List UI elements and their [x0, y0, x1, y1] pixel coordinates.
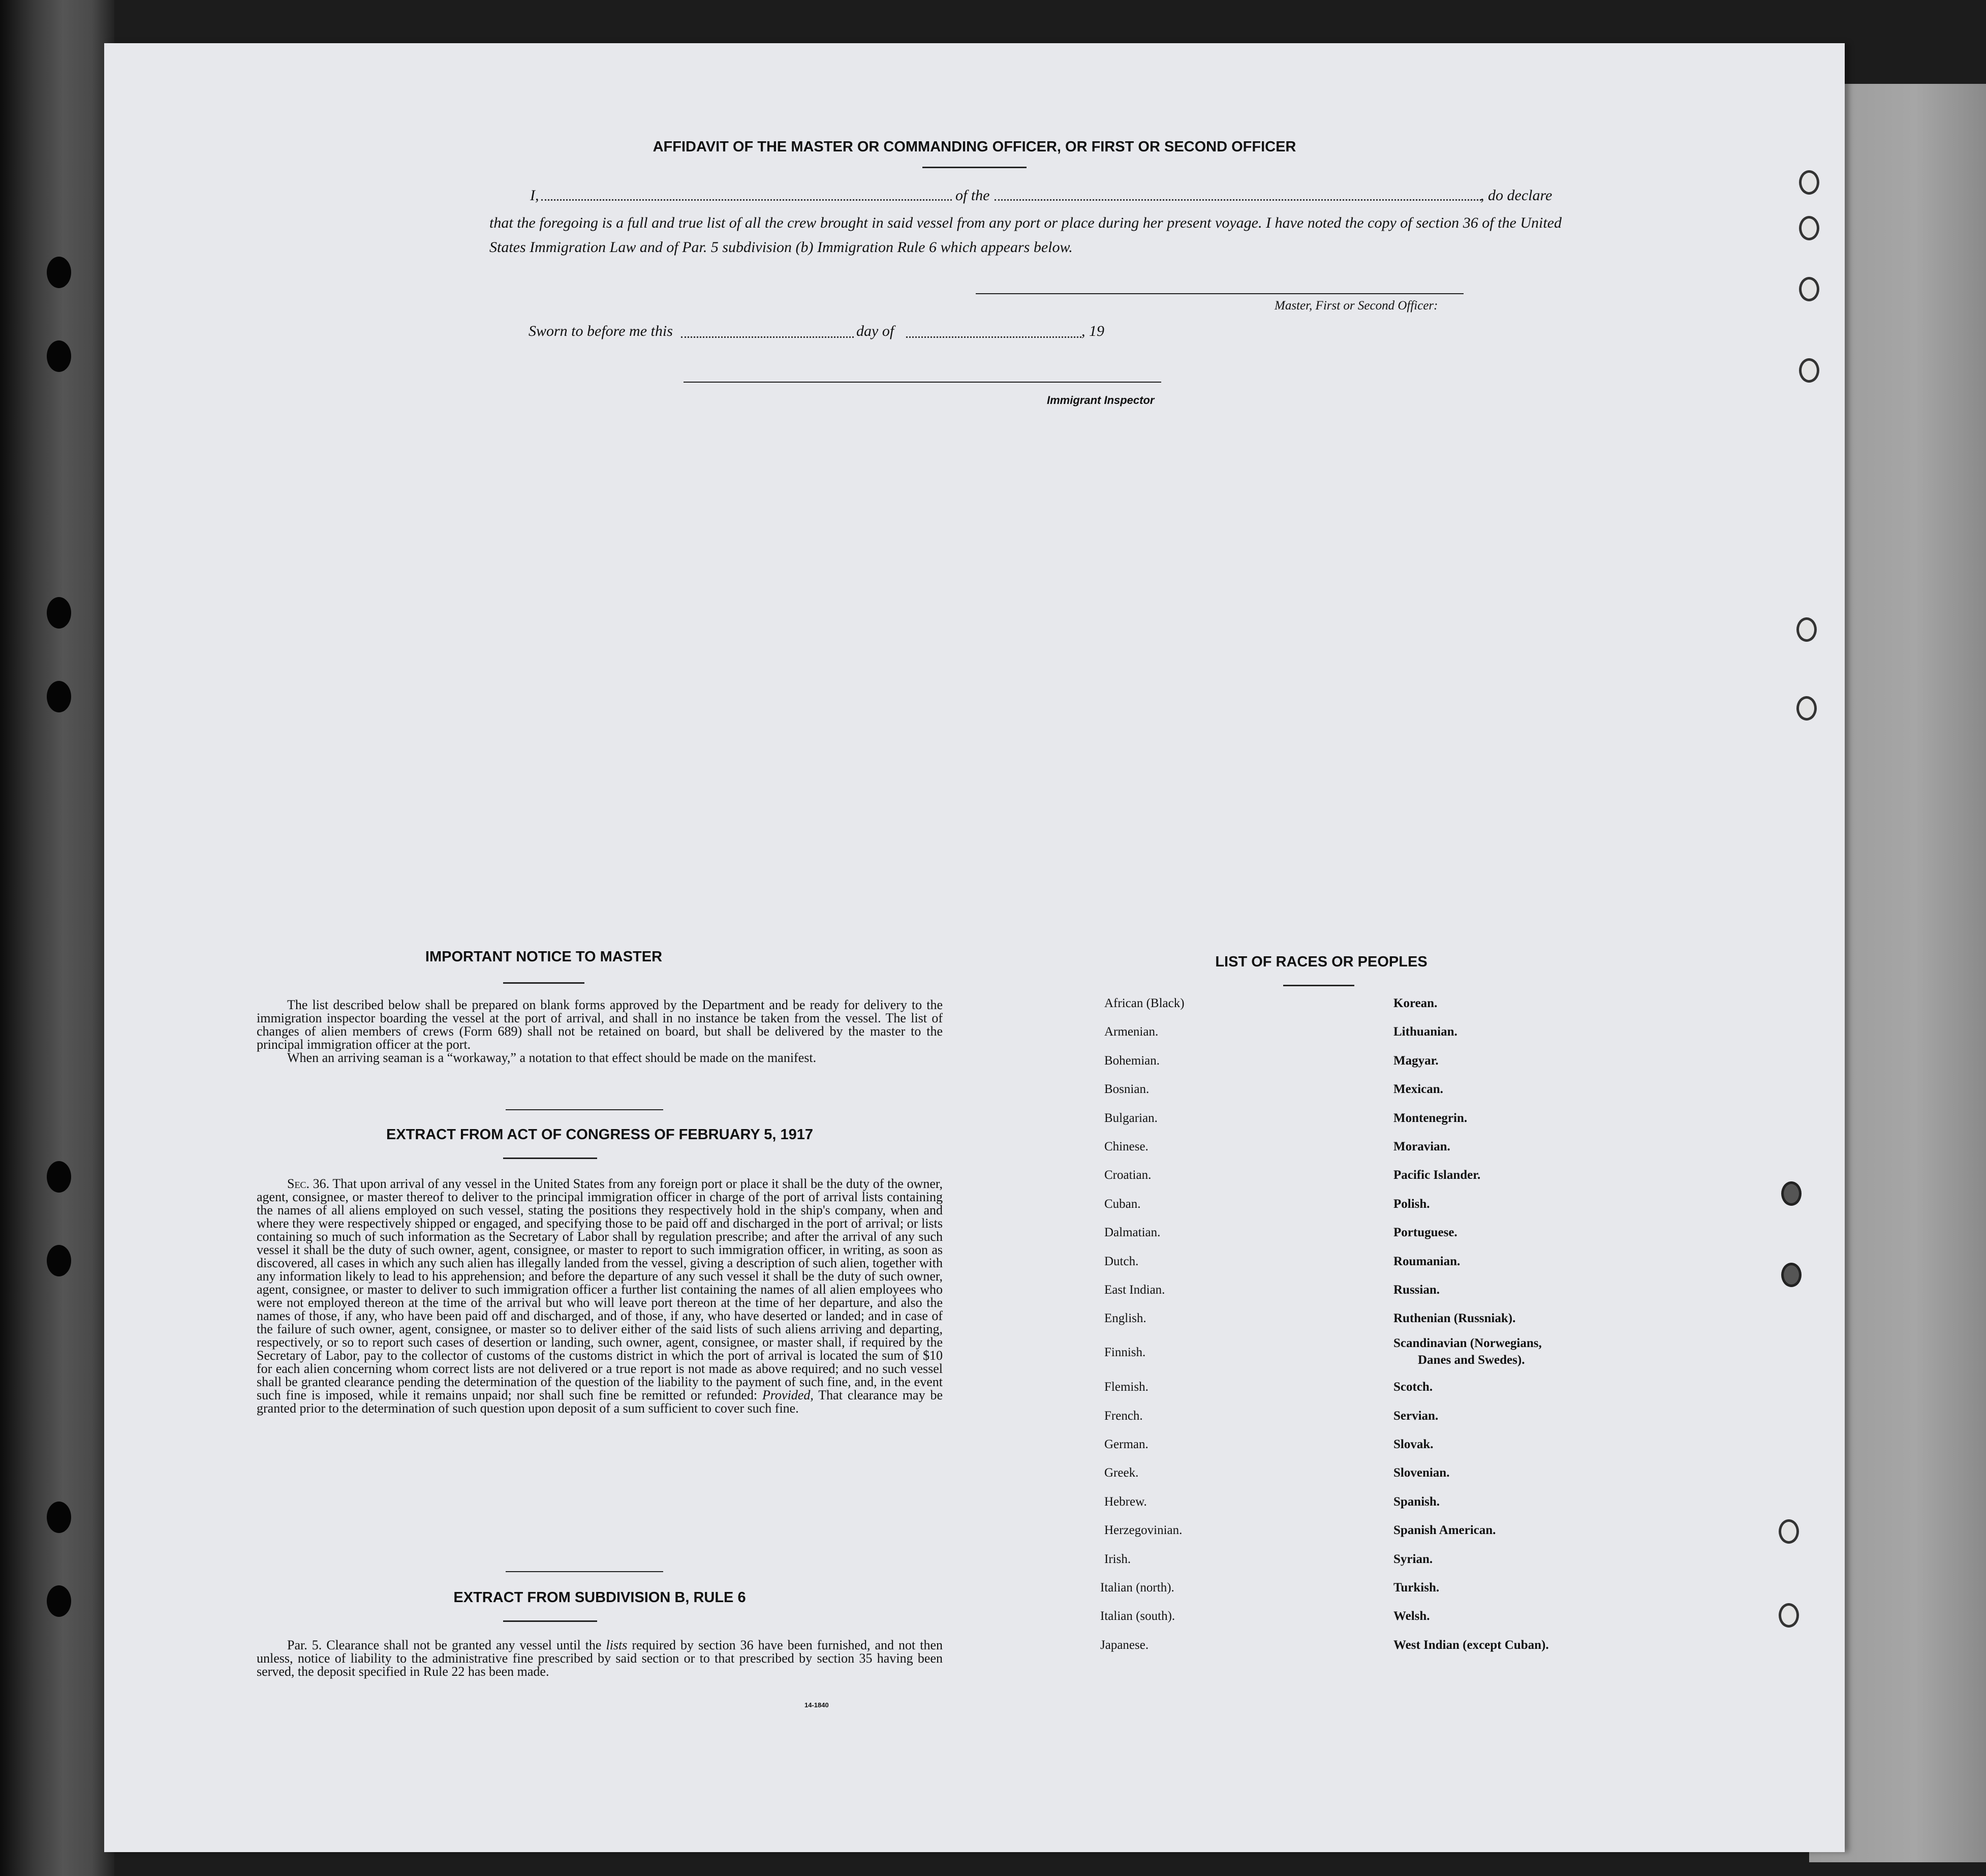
race-item: Lithuanian. [1393, 1025, 1457, 1039]
race-item: French. [1104, 1409, 1143, 1423]
sworn-day-field[interactable] [681, 336, 854, 338]
race-item: Italian (south). [1100, 1609, 1175, 1623]
race-item: Flemish. [1104, 1380, 1149, 1394]
divider [1283, 985, 1354, 986]
rule-text-after: required by section 36 have been furnished, and not then unless, notice of liability to the administrative fine prescribed by said section or to that prescribed by section 35 having been served, the deposit specified in Rule 22 has been made. [257, 1638, 943, 1679]
binder-ring [1781, 1263, 1802, 1287]
race-item: Bulgarian. [1104, 1111, 1158, 1125]
divider [922, 167, 1027, 168]
declarant-name-field[interactable] [541, 199, 952, 201]
binder-ring [1796, 696, 1817, 721]
race-item: Greek. [1104, 1466, 1139, 1480]
race-item-continuation: Danes and Swedes). [1418, 1353, 1525, 1367]
race-item: Spanish. [1393, 1495, 1440, 1509]
binder-hole [47, 1161, 71, 1193]
rule-italic-word: lists [606, 1638, 628, 1652]
rule-extract-body [257, 1639, 943, 1678]
race-item: Irish. [1104, 1552, 1131, 1566]
of-the-label: of the [955, 187, 990, 204]
race-item: Italian (north). [1100, 1581, 1174, 1594]
race-item: Polish. [1393, 1197, 1430, 1211]
race-item: Spanish American. [1393, 1523, 1496, 1537]
race-item: Magyar. [1393, 1054, 1439, 1068]
divider [506, 1571, 663, 1572]
proviso-word: Provided, [762, 1388, 814, 1402]
race-item: East Indian. [1104, 1283, 1165, 1297]
race-item: Bohemian. [1104, 1054, 1160, 1068]
divider [503, 982, 584, 984]
binder-ring [1799, 216, 1819, 240]
binder-hole [47, 597, 71, 629]
divider [506, 1109, 663, 1110]
divider [503, 1158, 597, 1159]
binder-ring [1799, 358, 1819, 383]
proviso-text: That clearance may be granted prior to the determination of such question upon deposit of a sum sufficient to cover such fine. [257, 1388, 943, 1416]
binder-ring [1779, 1519, 1799, 1544]
race-item: Dutch. [1104, 1255, 1139, 1268]
affidavit-statement: that the foregoing is a full and true list of all the crew brought in said vessel from any port or place during her present voyage. I have noted the copy of section 36 of the United States Immigration Law and of Par. 5 subdivision (b) Immigration Rule 6 which appears below. [489, 214, 1562, 256]
binder-hole [47, 257, 71, 288]
binder-hole [47, 681, 71, 712]
binder-ring [1779, 1603, 1799, 1628]
races-title: LIST OF RACES OR PEOPLES [1215, 954, 1428, 970]
race-item: Dalmatian. [1104, 1226, 1161, 1239]
race-item: African (Black) [1104, 996, 1185, 1010]
inspector-signature-line[interactable] [684, 382, 1161, 383]
race-item: Armenian. [1104, 1025, 1159, 1039]
binder-hole [47, 1502, 71, 1533]
binder-ring [1799, 170, 1819, 195]
divider [503, 1620, 597, 1622]
race-item: Ruthenian (Russniak). [1393, 1311, 1516, 1325]
race-item: English. [1104, 1311, 1146, 1325]
binder-hole [47, 340, 71, 372]
race-item: Hebrew. [1104, 1495, 1147, 1509]
race-item: Bosnian. [1104, 1082, 1150, 1096]
race-item: Scandinavian (Norwegians, [1393, 1336, 1542, 1350]
race-item: Slovenian. [1393, 1466, 1450, 1480]
race-item: Roumanian. [1393, 1255, 1461, 1268]
day-of-label: day of [856, 323, 894, 339]
race-item: Turkish. [1393, 1581, 1440, 1594]
rule-text-before: Par. 5. Clearance shall not be granted any vessel until the [287, 1638, 602, 1652]
notice-paragraph: When an arriving seaman is a “workaway,” a notation to that effect should be made on the manifest. [287, 1050, 817, 1065]
race-item: Servian. [1393, 1409, 1439, 1423]
binder-ring [1799, 277, 1819, 301]
inspector-label: Immigrant Inspector [1047, 394, 1155, 407]
race-item: Portuguese. [1393, 1226, 1457, 1239]
do-declare-label: , do declare [1480, 187, 1553, 204]
race-item: Cuban. [1104, 1197, 1141, 1211]
notice-body [257, 998, 943, 1065]
race-item: Russian. [1393, 1283, 1440, 1297]
race-item: Scotch. [1393, 1380, 1433, 1394]
binder-hole [47, 1585, 71, 1617]
affidavit-title: AFFIDAVIT OF THE MASTER OR COMMANDING OFFICER, OR FIRST OR SECOND OFFICER [653, 139, 1296, 155]
form-number: 14-1840 [804, 1701, 829, 1709]
binder-hole [47, 1245, 71, 1276]
race-item: German. [1104, 1437, 1149, 1451]
section-label: Sec. 36. [287, 1176, 330, 1191]
race-item: Mexican. [1393, 1082, 1443, 1096]
section-text: That upon arrival of any vessel in the United States from any foreign port or place it shall be the duty of the owner, agent, consignee, or master thereof to deliver to the principal immigration officer in charge of the port of arrival lists containing the names of all aliens employed on such vessel, stating the positions they respectively hold in the ship's company, when and where they were respectively shipped or engaged, and specifying those to be paid off and discharged in the port of arrival; or lists containing so much of such information as the Secretary of Labor shall by regulation prescribe; and after the arrival of any such vessel it shall be the duty of such owner, agent, consignee, or master to report to such immigration officer, in writing, as soon as discovered, all cases in which any such alien has illegally landed from the vessel, giving a description of such alien, together with any information likely to lead to his apprehension; and before the departure of any such vessel it shall be the duty of such owner, agent, consignee, or master to deliver to such immigration officer a further list containing the names of all alien employees who were not employed thereon at the time of the arrival but who will leave port thereon at the time of her departure, and also the names of those, if any, who have been paid off and discharged, and of those, if any, who have deserted or landed; and in case of the failure of such owner, agent, consignee, or master so to deliver either of the said lists of such aliens arriving and departing, respectively, or so to report such cases of desertion or landing, such owner, agent, consignee, or master shall, if required by the Secretary of Labor, pay to the collector of customs of the customs district in which the port of arrival is located the sum of $10 for each alien concerning whom correct lists are not delivered or a true report is not made as above required; and no such vessel shall be granted clearance pending the determination of the question of the liability to the payment of such fine, and, in the event such fine is imposed, while it remains unpaid; nor shall such fine be remitted or refunded: [257, 1176, 943, 1402]
race-item: Chinese. [1104, 1140, 1149, 1153]
race-item: Japanese. [1100, 1638, 1149, 1652]
notice-paragraph: The list described below shall be prepared on blank forms approved by the Department and be ready for delivery to the immigration inspector boarding the vessel at the port of arrival, and shall in no instance be taken from the vessel. The list of changes of alien members of crews (Form 689) shall not be retained on board, but shall be delivered by the master to the principal immigration officer at the port. [257, 997, 943, 1052]
race-item: Herzegovinian. [1104, 1523, 1183, 1537]
declarant-label: I, [530, 187, 539, 204]
vessel-name-field[interactable] [995, 199, 1481, 201]
race-item: Croatian. [1104, 1168, 1152, 1182]
race-item: Moravian. [1393, 1140, 1450, 1153]
binder-ring [1781, 1181, 1802, 1206]
year-label: , 19 [1081, 323, 1104, 339]
race-item: Welsh. [1393, 1609, 1430, 1623]
rule-extract-title: EXTRACT FROM SUBDIVISION B, RULE 6 [453, 1589, 746, 1606]
signature-line[interactable] [976, 293, 1464, 294]
act-extract-body [257, 1177, 943, 1415]
race-item: Syrian. [1393, 1552, 1433, 1566]
race-item: Finnish. [1104, 1346, 1146, 1359]
sworn-label: Sworn to before me this [529, 323, 673, 339]
race-item: Pacific Islander. [1393, 1168, 1481, 1182]
act-extract-title: EXTRACT FROM ACT OF CONGRESS OF FEBRUARY 5, 1917 [386, 1127, 814, 1143]
binder-ring [1796, 617, 1817, 642]
notice-title: IMPORTANT NOTICE TO MASTER [425, 949, 663, 965]
race-item: West Indian (except Cuban). [1393, 1638, 1549, 1652]
sworn-month-field[interactable] [906, 336, 1081, 338]
race-item: Slovak. [1393, 1437, 1434, 1451]
manifest-back-page [104, 43, 1845, 1852]
race-item: Korean. [1393, 996, 1438, 1010]
race-item: Montenegrin. [1393, 1111, 1468, 1125]
signature-label: Master, First or Second Officer: [1275, 299, 1438, 312]
